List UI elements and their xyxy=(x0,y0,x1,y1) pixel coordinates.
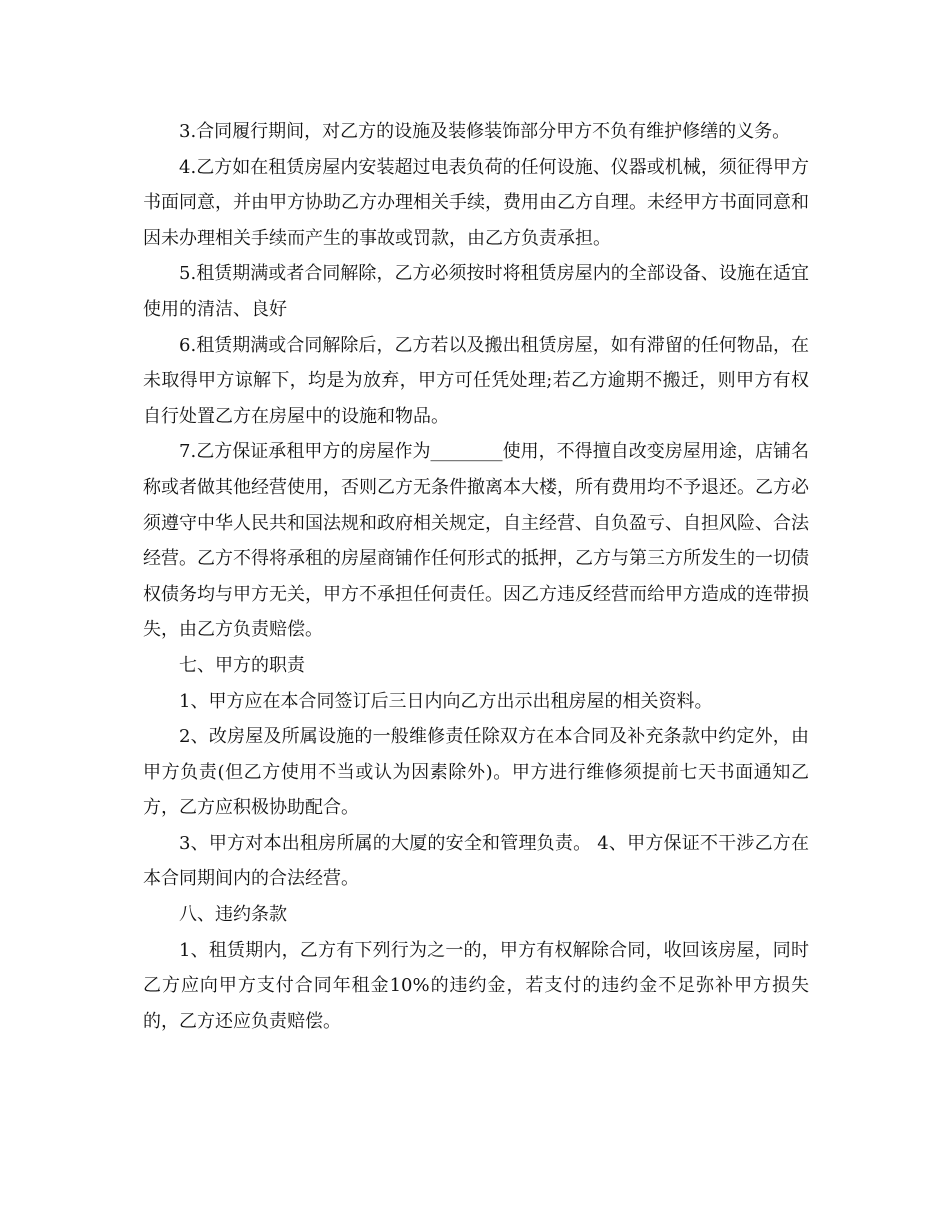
paragraph-duty-3-4: 3、甲方对本出租房所属的大厦的安全和管理负责。 4、甲方保证不干涉乙方在本合同期间内的合法经营。 xyxy=(143,832,809,890)
paragraph-clause-7: 7.乙方保证承租甲方的房屋作为________使用，不得擅自改变房屋用途，店铺名称或者做其他经营使用，否则乙方无条件撤离本大楼，所有费用均不予退还。乙方必须遵守中华人民共和国法规和政府相关规定，自主经营、自负盈亏、自担风险、合法经营。乙方不得将承租的房屋商铺作任何形式的抵押，乙方与第三方所发生的一切债权债务均与甲方无关，甲方不承担任何责任。因乙方违反经营而给甲方造成的连带损失，由乙方负责赔偿。 xyxy=(143,441,809,641)
paragraph-clause-5: 5.租赁期满或者合同解除，乙方必须按时将租赁房屋内的全部设备、设施在适宜使用的清洁、良好 xyxy=(143,263,809,320)
section-heading-landlord-duties: 七、甲方的职责 xyxy=(179,654,305,676)
paragraph-clause-4: 4.乙方如在租赁房屋内安装超过电表负荷的任何设施、仪器或机械，须征得甲方书面同意，并由甲方协助乙方办理相关手续，费用由乙方自理。未经甲方书面同意和因未办理相关手续而产生的事故或罚款，由乙方负责承担。 xyxy=(143,156,809,249)
paragraph-clause-6: 6.租赁期满或合同解除后，乙方若以及搬出租赁房屋，如有滞留的任何物品，在未取得甲方谅解下，均是为放弃，甲方可任凭处理;若乙方逾期不搬迁，则甲方有权自行处置乙方在房屋中的设施和物品。 xyxy=(143,334,809,427)
document-body xyxy=(143,114,809,1039)
paragraph-breach-1: 1、租赁期内，乙方有下列行为之一的，甲方有权解除合同，收回该房屋，同时乙方应向甲方支付合同年租金10%的违约金，若支付的违约金不足弥补甲方损失的，乙方还应负责赔偿。 xyxy=(143,939,809,1032)
section-heading-breach-terms: 八、违约条款 xyxy=(179,904,287,926)
paragraph-duty-1: 1、甲方应在本合同签订后三日内向乙方出示出租房屋的相关资料。 xyxy=(179,690,713,712)
paragraph-duty-2: 2、改房屋及所属设施的一般维修责任除双方在本合同及补充条款中约定外，由甲方负责(但乙方使用不当或认为因素除外)。甲方进行维修须提前七天书面通知乙方，乙方应积极协助配合。 xyxy=(143,726,809,819)
paragraph-clause-3: 3.合同履行期间，对乙方的设施及装修装饰部分甲方不负有维护修缮的义务。 xyxy=(179,121,791,142)
